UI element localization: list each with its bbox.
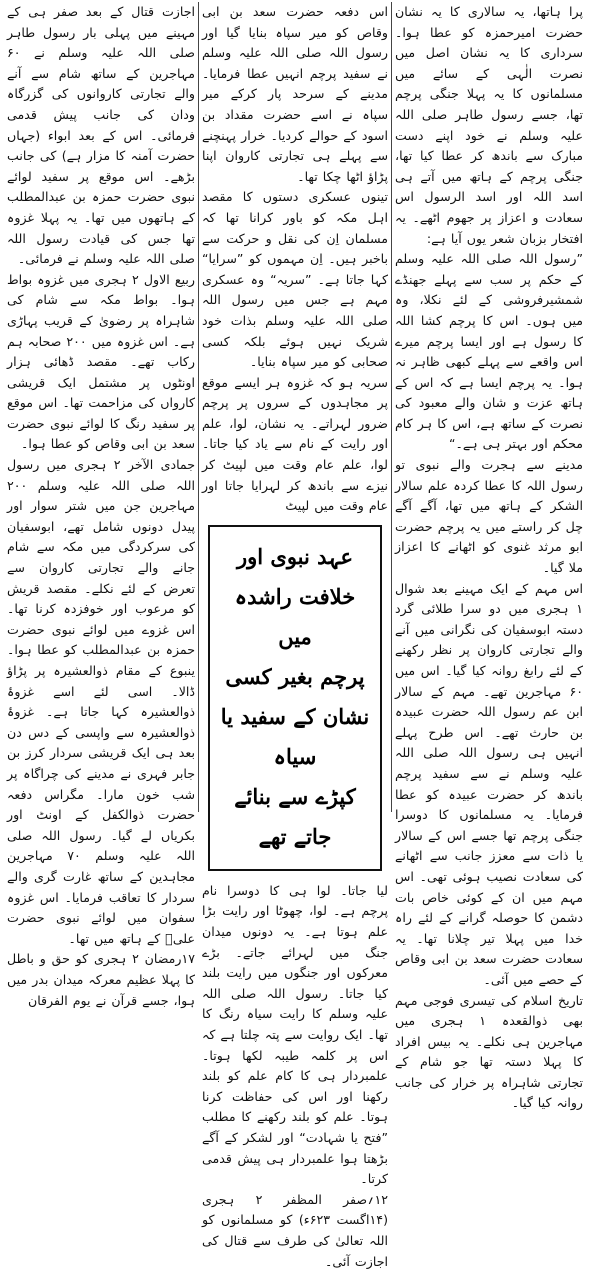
paragraph: تاریخ اسلام کی تیسری فوجی مہم بھی ذوالقعدہ ۱ ہجری میں مہاجرین ہی نکلے۔ یہ بیس افراد کا پہلا دستہ تھا جو شام کے تجارتی شاہراہ پر خرار کی جانب روانہ کیا گیا۔ <box>395 992 583 1111</box>
paragraph: ربیع الاول ۲ ہجری میں غزوہ بواط ہوا۔ بواط مکہ سے شام کی شاہراہ پر رضویٰ کے قریب پہاڑی ہے۔ اس غزوہ میں ۲۰۰ صحابہ ہم رکاب تھے۔ مقصد ڈھائی ہزار اونٹوں پر مشتمل ایک قریشی کارواں کی مزاحمت تھا۔ اس موقع پر سفید رنگ کا لوائے نبوی حضرت سعد بن ابی وقاص کو عطا ہوا۔ <box>7 271 195 452</box>
paragraph: اس دفعہ حضرت سعد بن ابی وقاص کو میر سپاہ بنایا گیا اور رسول اللہ صلی اللہ علیہ وسلم نے سفید پرچم انہیں عطا فرمایا۔ مدینے کے سرحد پار کرکے میر سپاہ نے اسے حضرت مقداد بن اسود کے حوالے کردیا۔ خرار پہنچنے سے پہلے ہی تجارتی کاروان اپنا پڑاؤ اٹھا چکا تھا۔ <box>202 4 388 184</box>
paragraph: اجازت قتال کے بعد صفر ہی کے مہینے میں پہلی بار رسول طاہر صلی اللہ علیہ وسلم نے ۶۰ مہاجرین کے ساتھ شام سے آنے والے تجارتی کاروانوں کی گزرگاہ ودان کی جانب پیش قدمی فرمائی۔ اس کے بعد ابواء (جہاں حضرت آمنہ کا مزار ہے) کی جانب بڑھے۔ اس موقع پر سفید لوائے نبوی حضرت حمزہ بن عبدالمطلب کے ہاتھوں میں تھا۔ یہ پہلا غزوہ تھا جس کی قیادت رسول اللہ صلی اللہ علیہ وسلم نے فرمائی۔ <box>7 4 195 267</box>
paragraph: ”رسول اللہ صلی اللہ علیہ وسلم کے حکم پر سب سے پہلے جھنڈے شمشیرفروشی کے لئے نکلا، وہ میں ہوں۔ اس کا پرچم کشا اللہ کا رسول ہے اور ایسا پرچم میرے اس واقعے سے پہلے کبھی ظاہر نہ ہوا۔ یہ پرچم ایسا ہے کہ اس کے ہاتھ عزت و شان والے معبود کی نصرت کے ساتھ ہے، اس کا ہر کام محکم اور بہتر ہی ہے۔“ <box>395 251 583 452</box>
paragraph: ۱۷رمضان ۲ ہجری کو حق و باطل کا پہلا عظیم معرکہ میدان بدر میں ہوا، جسے قرآن نے یوم الفرقان <box>7 951 196 1008</box>
headline-line: پرچم بغیر کسی نشان کے سفید یا سیاہ <box>220 663 370 769</box>
paragraph: ۱۲؍صفر المظفر ۲ ہجری (۱۴اگست ۶۲۳ء) کو مسلمانوں کو اللہ تعالیٰ کی طرف سے قتال کی اجازت آئی۔ <box>202 1191 388 1269</box>
article-columns <box>4 2 586 1269</box>
headline-line: عہد نبوی اور خلافت راشدہ میں <box>234 543 356 649</box>
paragraph: جمادی الآخر ۲ ہجری میں رسول اللہ صلی اللہ علیہ وسلم ۲۰۰ مہاجرین جن میں شتر سوار اور پیدل دونوں شامل تھے، ابوسفیان کی سرکردگی میں مکہ سے شام جانے والے تجارتی کاروان سے تعرض کے لئے نکلے۔ مقصد قریش کو مرعوب اور خوفزدہ کرنا تھا۔ اس غزوے میں لوائے نبوی حضرت حمزہ بن عبدالمطلب کو عطا ہوا۔ ینبوع کے مقام ذوالعشیرہ پر پڑاؤ ڈالا۔ اسی لئے اسے غزوۂ ذوالعشیرہ کہا جاتا ہے۔ غزوۂ ذوالعشیرہ سے واپسی کے دس دن بعد ہی ایک قریشی سردار کرز بن جابر فہری نے مدینے کی چراگاہ پر شب خون مارا۔ مگراس دفعہ حضرت ذوالکفل کے اونٹ اور بکریاں لے گیا۔ رسول اللہ صلی اللہ علیہ وسلم ۷۰ مہاجرین مجاہدین کے ساتھ غارت گری والے سردار کا تعاقب فرمایا۔ اس غزوہ سفوان میں لوائے نبوی حضرت علیؓ کے ہاتھ میں تھا۔ <box>7 457 195 946</box>
headline-line: کپڑے سے بنائے جاتے تھے <box>234 783 356 849</box>
column-left <box>4 2 198 1008</box>
paragraph: سریہ ہو کہ غزوہ ہر ایسے موقع پر مجاہدوں کے سروں پر پرچم ضرور لہراتے۔ یہ نشان، لوا، علم اور رایت کے نام سے یاد کیا جاتا۔ لوا، علم عام وقت میں لپیٹ کر نیزے سے باندھ کر لہرایا جاتا اور عام وقت میں لپیٹ <box>202 374 388 514</box>
column-right <box>392 2 586 1111</box>
paragraph: لیا جاتا۔ لوا ہی کا دوسرا نام پرچم ہے۔ لوا، چھوٹا اور رایت بڑا علم ہوتا ہے۔ یہ دونوں میدان جنگ میں لہرائے جاتے۔ بڑے معرکوں اور جنگوں میں رایت بلند کیا جاتا۔ رسول اللہ صلی اللہ علیہ وسلم کا رایت سیاہ رنگ کا تھا۔ ایک روایت سے پتہ چلتا ہے کہ اس پر کلمہ طیبہ لکھا ہوتا۔ علمبردار ہی کا کام علم کو بلند رکھنا اور اس کی حفاظت کرنا ہوتا۔ علم کو بلند رکھنے کا مطلب ”فتح یا شہادت“ اور لشکر کے آگے بڑھتا ہوا علمبردار ہی پیش قدمی کرتا۔ <box>202 882 388 1187</box>
paragraph: پرا ہاتھا، یہ سالاری کا یہ نشان حضرت امیرحمزہ کو عطا ہوا۔ سرداری کا یہ نشان اصل میں نصرت الٰہی کے سائے میں مسلمانوں کا یہ پہلا جنگی پرچم تھا، جسے رسول طاہر صلی اللہ علیہ وسلم نے خود اپنے دست مبارک سے باندھ کر عطا کیا تھا، جنگی پرچم کے ہاتھ میں آتے ہی اسد اللہ اور اسد الرسول اس سعادت و اعزاز پر جھوم اٹھے۔ یہ افتخار بزبان شعر یوں آیا ہے: <box>395 4 583 246</box>
paragraph: مدینے سے ہجرت والے نبوی تو رسول اللہ کا عطا کردہ علم سالار الشکر کے ہاتھ میں تھا، آگے آگے چل کر راستے میں یہ پرچم حضرت ابو مرثد غنوی کو اٹھانے کا اعزاز ملا گیا۔ <box>395 457 583 576</box>
paragraph: تینوں عسکری دستوں کا مقصد اہل مکہ کو باور کرانا تھا کہ مسلمان اِن کی نقل و حرکت سے باخبر ہیں۔ اِن مہموں کو ”سرایا“ کہا جاتا ہے۔ ”سریہ“ وہ عسکری مہم ہے جس میں رسول اللہ صلی اللہ علیہ وسلم بذات خود شریک نہیں ہوئے بلکہ کسی صحابی کو میر سپاہ بنایا۔ <box>202 189 388 370</box>
headline-box <box>208 525 382 871</box>
paragraph: اس مہم کے ایک مہینے بعد شوال ۱ ہجری میں دو سرا طلائی گرد دستہ ابوسفیان کی نگرانی میں آنے والے تجارتی کاروان پر نظر رکھنے کے لئے رابغ روانہ کیا گیا۔ اس میں ۶۰ مہاجرین تھے۔ مہم کے سالار ابن عم رسول اللہ حضرت عبیدہ بن حارث تھے۔ اس طرح پہلے انہیں ہی رسول اللہ صلی اللہ علیہ وسلم نے سے سفید پرچم باندھ کر حضرت عبیدہ کو عطا فرمایا۔ یہ مسلمانوں کا دوسرا جنگی پرچم تھا جسے اس کے سالار یا ذات سے معزز جانب سے اٹھانے کی سعادت نصیب ہوئی تھی۔ اس مہم میں ان کے کوئی خاص بات دشمن کا حوصلہ گرانے کے لئے راہ خدا میں پہلا تیر چلانا تھا۔ یہ سعادت حضرت سعد بن ابی وقاص کے حصے میں آئی۔ <box>395 580 583 987</box>
column-middle <box>198 2 392 1269</box>
